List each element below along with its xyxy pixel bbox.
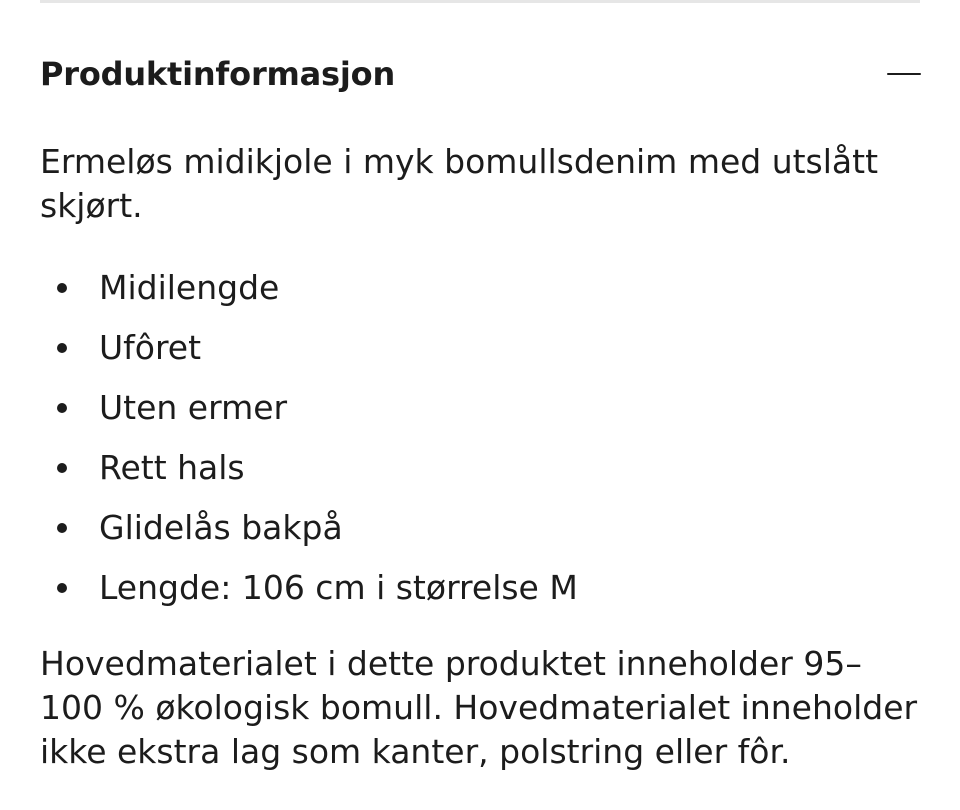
feature-item: [40, 386, 920, 446]
feature-item: [40, 326, 920, 386]
product-info-content: [40, 140, 920, 774]
collapse-button[interactable]: [880, 50, 928, 98]
feature-label: Rett hals: [99, 448, 245, 487]
feature-label: Glidelås bakpå: [99, 508, 343, 547]
feature-item: [40, 506, 920, 566]
product-info-header[interactable]: [40, 46, 920, 102]
feature-label: Uten ermer: [99, 388, 288, 427]
bullet-icon: [57, 403, 67, 413]
bullet-icon: [57, 343, 67, 353]
top-divider: [40, 0, 920, 3]
feature-item: [40, 266, 920, 326]
feature-label: Midilengde: [99, 268, 280, 307]
feature-label: Lengde: 106 cm i størrelse M: [99, 568, 578, 607]
section-title: Produktinformasjon: [40, 55, 396, 93]
bullet-icon: [57, 283, 67, 293]
product-description: Ermeløs midikjole i myk bomullsdenim med utslått skjørt.: [40, 142, 879, 225]
feature-label: Ufôret: [99, 328, 202, 367]
bullet-icon: [57, 523, 67, 533]
feature-list: [40, 266, 920, 626]
minus-icon: [887, 73, 921, 76]
feature-item: [40, 446, 920, 506]
feature-item: [40, 566, 920, 626]
material-description: Hovedmaterialet i dette produktet inneholder 95–100 % økologisk bomull. Hovedmaterialet inneholder ikke ekstra lag som kanter, polstring eller fôr.: [40, 644, 918, 771]
bullet-icon: [57, 463, 67, 473]
bullet-icon: [57, 583, 67, 593]
